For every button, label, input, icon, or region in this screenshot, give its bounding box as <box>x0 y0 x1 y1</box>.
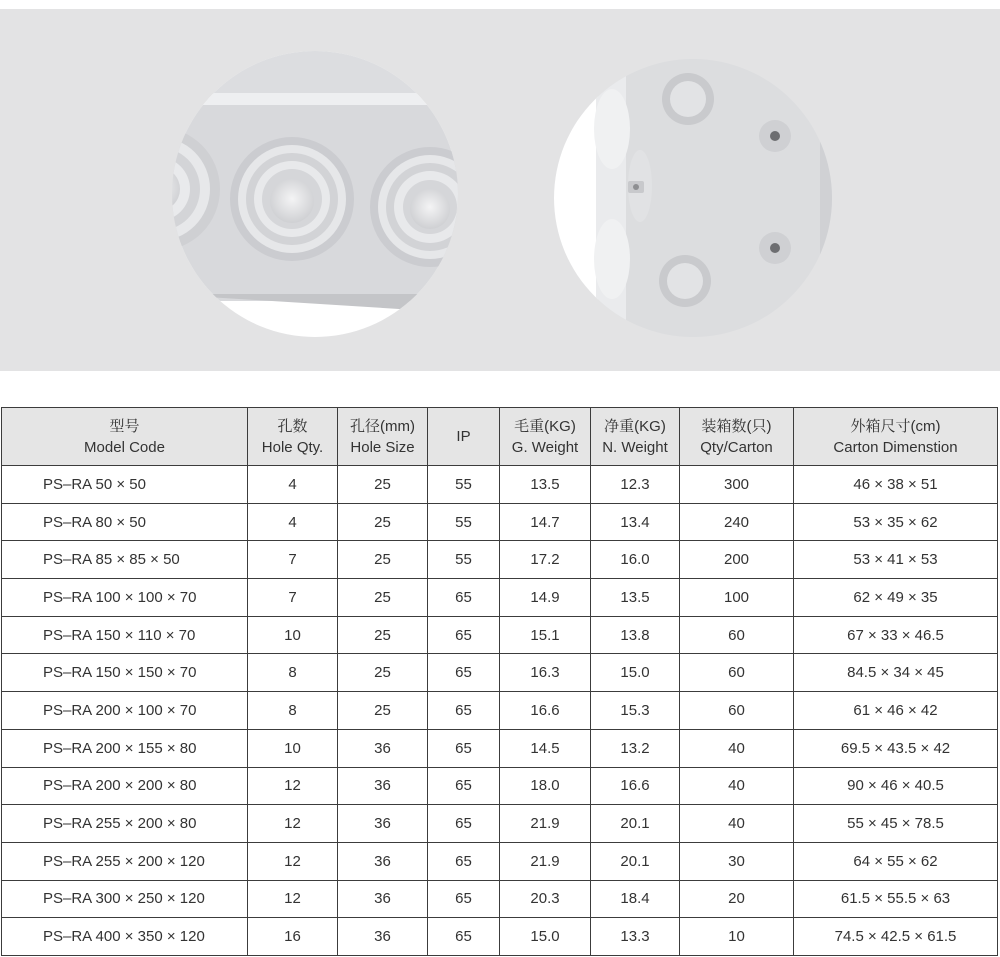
cell-qty-carton: 10 <box>680 918 794 956</box>
table-row <box>2 842 998 880</box>
cell-net-weight: 16.0 <box>591 541 680 579</box>
cell-gross-weight: 20.3 <box>500 880 591 918</box>
cell-model-code: PS–RA 150 × 150 × 70 <box>2 654 248 692</box>
cell-carton-dimension: 84.5 × 34 × 45 <box>794 654 998 692</box>
cell-hole-qty: 12 <box>248 805 338 843</box>
cell-net-weight: 13.5 <box>591 579 680 617</box>
cell-carton-dimension: 67 × 33 × 46.5 <box>794 616 998 654</box>
cell-qty-carton: 40 <box>680 805 794 843</box>
header-gross-weight: 毛重(KG) G. Weight <box>500 408 591 466</box>
cell-carton-dimension: 53 × 35 × 62 <box>794 503 998 541</box>
cell-net-weight: 18.4 <box>591 880 680 918</box>
cell-hole-qty: 16 <box>248 918 338 956</box>
header-qty-carton: 装箱数(只) Qty/Carton <box>680 408 794 466</box>
cell-net-weight: 13.8 <box>591 616 680 654</box>
cell-hole-qty: 12 <box>248 767 338 805</box>
table-row <box>2 541 998 579</box>
cell-model-code: PS–RA 255 × 200 × 120 <box>2 842 248 880</box>
product-spec-table <box>1 407 998 956</box>
cell-carton-dimension: 74.5 × 42.5 × 61.5 <box>794 918 998 956</box>
cell-hole-qty: 8 <box>248 654 338 692</box>
cell-hole-size: 25 <box>338 579 428 617</box>
cell-qty-carton: 40 <box>680 729 794 767</box>
enclosure-interior-photo <box>550 54 840 344</box>
cell-net-weight: 15.0 <box>591 654 680 692</box>
cell-hole-size: 25 <box>338 692 428 730</box>
cell-ip: 65 <box>428 805 500 843</box>
cell-gross-weight: 16.3 <box>500 654 591 692</box>
cell-ip: 55 <box>428 541 500 579</box>
cell-qty-carton: 60 <box>680 616 794 654</box>
table-body <box>2 466 998 956</box>
table-row <box>2 503 998 541</box>
cell-model-code: PS–RA 400 × 350 × 120 <box>2 918 248 956</box>
product-photo-panel <box>0 9 1000 371</box>
cell-hole-qty: 12 <box>248 880 338 918</box>
cell-hole-size: 25 <box>338 654 428 692</box>
cell-hole-qty: 10 <box>248 616 338 654</box>
table-row <box>2 616 998 654</box>
cell-gross-weight: 17.2 <box>500 541 591 579</box>
header-model-code: 型号 Model Code <box>2 408 248 466</box>
cell-carton-dimension: 61 × 46 × 42 <box>794 692 998 730</box>
cable-gland-side-photo <box>96 39 490 349</box>
cell-ip: 65 <box>428 692 500 730</box>
cell-qty-carton: 300 <box>680 466 794 504</box>
cell-gross-weight: 21.9 <box>500 805 591 843</box>
cell-model-code: PS–RA 80 × 50 <box>2 503 248 541</box>
cell-model-code: PS–RA 300 × 250 × 120 <box>2 880 248 918</box>
cell-gross-weight: 14.7 <box>500 503 591 541</box>
header-net-weight: 净重(KG) N. Weight <box>591 408 680 466</box>
cell-hole-size: 36 <box>338 842 428 880</box>
product-photos <box>0 9 1000 371</box>
cell-model-code: PS–RA 255 × 200 × 80 <box>2 805 248 843</box>
cell-gross-weight: 16.6 <box>500 692 591 730</box>
cell-hole-size: 25 <box>338 541 428 579</box>
cell-qty-carton: 60 <box>680 692 794 730</box>
cell-hole-size: 36 <box>338 918 428 956</box>
header-carton-dimension: 外箱尺寸(cm) Carton Dimenstion <box>794 408 998 466</box>
cell-gross-weight: 18.0 <box>500 767 591 805</box>
table-row <box>2 692 998 730</box>
table-row <box>2 654 998 692</box>
cell-gross-weight: 14.9 <box>500 579 591 617</box>
cell-gross-weight: 15.0 <box>500 918 591 956</box>
cell-qty-carton: 240 <box>680 503 794 541</box>
cell-net-weight: 20.1 <box>591 842 680 880</box>
cell-hole-qty: 12 <box>248 842 338 880</box>
cell-hole-qty: 4 <box>248 503 338 541</box>
cell-model-code: PS–RA 200 × 200 × 80 <box>2 767 248 805</box>
cell-qty-carton: 40 <box>680 767 794 805</box>
cell-qty-carton: 100 <box>680 579 794 617</box>
cell-carton-dimension: 55 × 45 × 78.5 <box>794 805 998 843</box>
table-row <box>2 880 998 918</box>
cell-model-code: PS–RA 50 × 50 <box>2 466 248 504</box>
cell-carton-dimension: 46 × 38 × 51 <box>794 466 998 504</box>
table-row <box>2 729 998 767</box>
cell-net-weight: 12.3 <box>591 466 680 504</box>
header-hole-size: 孔径(mm) Hole Size <box>338 408 428 466</box>
cell-ip: 65 <box>428 654 500 692</box>
cell-hole-size: 25 <box>338 616 428 654</box>
cell-net-weight: 13.2 <box>591 729 680 767</box>
table-row <box>2 767 998 805</box>
cell-hole-size: 36 <box>338 880 428 918</box>
table-row <box>2 805 998 843</box>
cell-ip: 65 <box>428 729 500 767</box>
cell-ip: 65 <box>428 767 500 805</box>
cell-ip: 65 <box>428 616 500 654</box>
cell-gross-weight: 14.5 <box>500 729 591 767</box>
cell-hole-size: 25 <box>338 503 428 541</box>
cell-hole-qty: 4 <box>248 466 338 504</box>
table-row <box>2 579 998 617</box>
table-row <box>2 466 998 504</box>
cell-ip: 65 <box>428 579 500 617</box>
cell-qty-carton: 60 <box>680 654 794 692</box>
cell-model-code: PS–RA 200 × 155 × 80 <box>2 729 248 767</box>
table-row <box>2 918 998 956</box>
cell-hole-size: 36 <box>338 805 428 843</box>
cell-qty-carton: 20 <box>680 880 794 918</box>
cell-model-code: PS–RA 150 × 110 × 70 <box>2 616 248 654</box>
cell-ip: 65 <box>428 842 500 880</box>
cell-hole-qty: 7 <box>248 579 338 617</box>
cell-qty-carton: 30 <box>680 842 794 880</box>
cell-qty-carton: 200 <box>680 541 794 579</box>
cell-carton-dimension: 53 × 41 × 53 <box>794 541 998 579</box>
cell-hole-qty: 7 <box>248 541 338 579</box>
cell-net-weight: 15.3 <box>591 692 680 730</box>
header-hole-qty: 孔数 Hole Qty. <box>248 408 338 466</box>
cell-hole-qty: 10 <box>248 729 338 767</box>
cell-hole-size: 36 <box>338 729 428 767</box>
cell-net-weight: 13.3 <box>591 918 680 956</box>
header-ip: IP <box>428 408 500 466</box>
cell-carton-dimension: 62 × 49 × 35 <box>794 579 998 617</box>
cell-carton-dimension: 90 × 46 × 40.5 <box>794 767 998 805</box>
cell-gross-weight: 13.5 <box>500 466 591 504</box>
cell-hole-size: 25 <box>338 466 428 504</box>
cell-ip: 65 <box>428 918 500 956</box>
cell-ip: 65 <box>428 880 500 918</box>
cell-net-weight: 13.4 <box>591 503 680 541</box>
cell-carton-dimension: 61.5 × 55.5 × 63 <box>794 880 998 918</box>
cell-ip: 55 <box>428 503 500 541</box>
cell-carton-dimension: 64 × 55 × 62 <box>794 842 998 880</box>
cell-carton-dimension: 69.5 × 43.5 × 42 <box>794 729 998 767</box>
cell-net-weight: 20.1 <box>591 805 680 843</box>
cell-hole-qty: 8 <box>248 692 338 730</box>
cell-model-code: PS–RA 200 × 100 × 70 <box>2 692 248 730</box>
cell-ip: 55 <box>428 466 500 504</box>
table-header-row <box>2 408 998 466</box>
cell-hole-size: 36 <box>338 767 428 805</box>
cell-gross-weight: 15.1 <box>500 616 591 654</box>
cell-net-weight: 16.6 <box>591 767 680 805</box>
cell-model-code: PS–RA 85 × 85 × 50 <box>2 541 248 579</box>
cell-model-code: PS–RA 100 × 100 × 70 <box>2 579 248 617</box>
cell-gross-weight: 21.9 <box>500 842 591 880</box>
